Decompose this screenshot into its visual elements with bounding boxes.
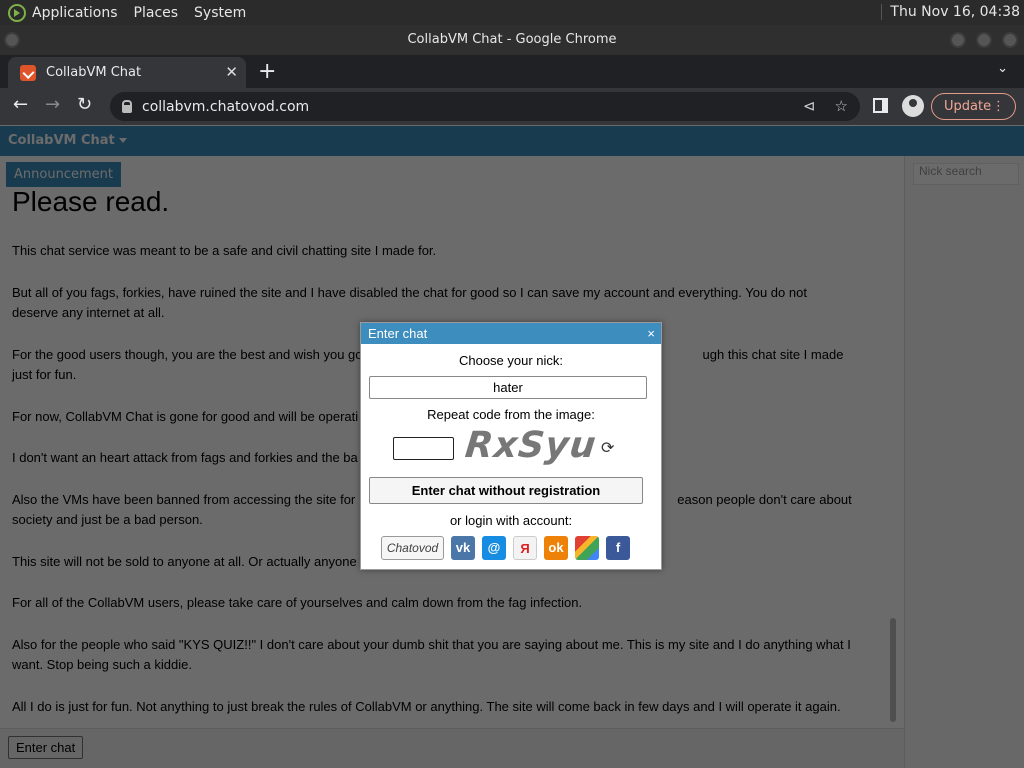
captcha-image: RxSyu — [463, 425, 599, 466]
profile-avatar-icon[interactable] — [902, 95, 924, 117]
tab-title: CollabVM Chat — [46, 65, 142, 80]
os-top-panel — [0, 0, 1024, 25]
enter-chat-dialog — [360, 322, 662, 570]
side-panel-icon[interactable] — [873, 98, 888, 113]
omnibox-actions — [803, 97, 848, 115]
dialog-title-bar — [361, 323, 661, 344]
update-label: Update — [944, 99, 992, 114]
back-icon[interactable]: ← — [13, 94, 29, 115]
menu-applications[interactable]: Applications — [32, 4, 118, 21]
login-label: or login with account: — [449, 513, 573, 528]
browser-toolbar — [0, 88, 1024, 125]
update-button[interactable] — [931, 93, 1016, 120]
minimize-icon[interactable] — [950, 32, 966, 48]
window-title: CollabVM Chat - Google Chrome — [407, 32, 617, 47]
vk-icon[interactable]: vk — [451, 536, 475, 560]
chatovod-login-button[interactable]: Chatovod — [381, 536, 444, 560]
yandex-icon[interactable]: Я — [513, 536, 537, 560]
maximize-icon[interactable] — [976, 32, 992, 48]
google-icon[interactable] — [575, 536, 599, 560]
kebab-menu-icon[interactable]: ⋮ — [992, 99, 1005, 114]
captcha-input[interactable] — [393, 437, 454, 460]
refresh-captcha-icon[interactable]: ⟳ — [601, 440, 615, 457]
forward-icon[interactable]: → — [45, 94, 61, 115]
new-tab-icon[interactable]: + — [258, 59, 277, 84]
dialog-title: Enter chat — [368, 326, 428, 341]
enter-without-registration-button[interactable]: Enter chat without registration — [369, 477, 643, 504]
tab-strip — [0, 55, 1024, 88]
menu-system[interactable]: System — [194, 4, 247, 21]
nick-input[interactable]: hater — [369, 376, 647, 399]
tab-collabvm-chat[interactable] — [8, 57, 246, 88]
captcha-label: Repeat code from the image: — [427, 407, 595, 422]
window-title-bar — [0, 25, 1024, 55]
tab-search-chevron-icon[interactable]: ⌄ — [997, 61, 1008, 76]
lock-icon[interactable] — [122, 105, 132, 113]
social-login-row — [381, 535, 630, 560]
reload-icon[interactable]: ↻ — [77, 94, 93, 115]
facebook-icon[interactable]: f — [606, 536, 630, 560]
clock[interactable]: Thu Nov 16, 04:38 — [881, 4, 1020, 20]
close-window-icon[interactable] — [1002, 32, 1018, 48]
url-text[interactable]: collabvm.chatovod.com — [142, 98, 310, 115]
odnoklassniki-icon[interactable]: ok — [544, 536, 568, 560]
bookmark-star-icon[interactable]: ☆ — [834, 97, 848, 115]
close-icon[interactable]: × — [647, 326, 655, 341]
menu-places[interactable]: Places — [133, 4, 179, 21]
mailru-icon[interactable]: @ — [482, 536, 506, 560]
share-icon[interactable]: ⊲ — [802, 97, 816, 115]
window-menu-icon[interactable] — [4, 32, 20, 48]
nick-label: Choose your nick: — [458, 353, 564, 368]
tab-close-icon[interactable]: ✕ — [225, 63, 238, 81]
address-bar[interactable] — [110, 92, 860, 121]
favicon-icon — [20, 65, 36, 81]
os-logo-icon[interactable] — [8, 4, 26, 22]
